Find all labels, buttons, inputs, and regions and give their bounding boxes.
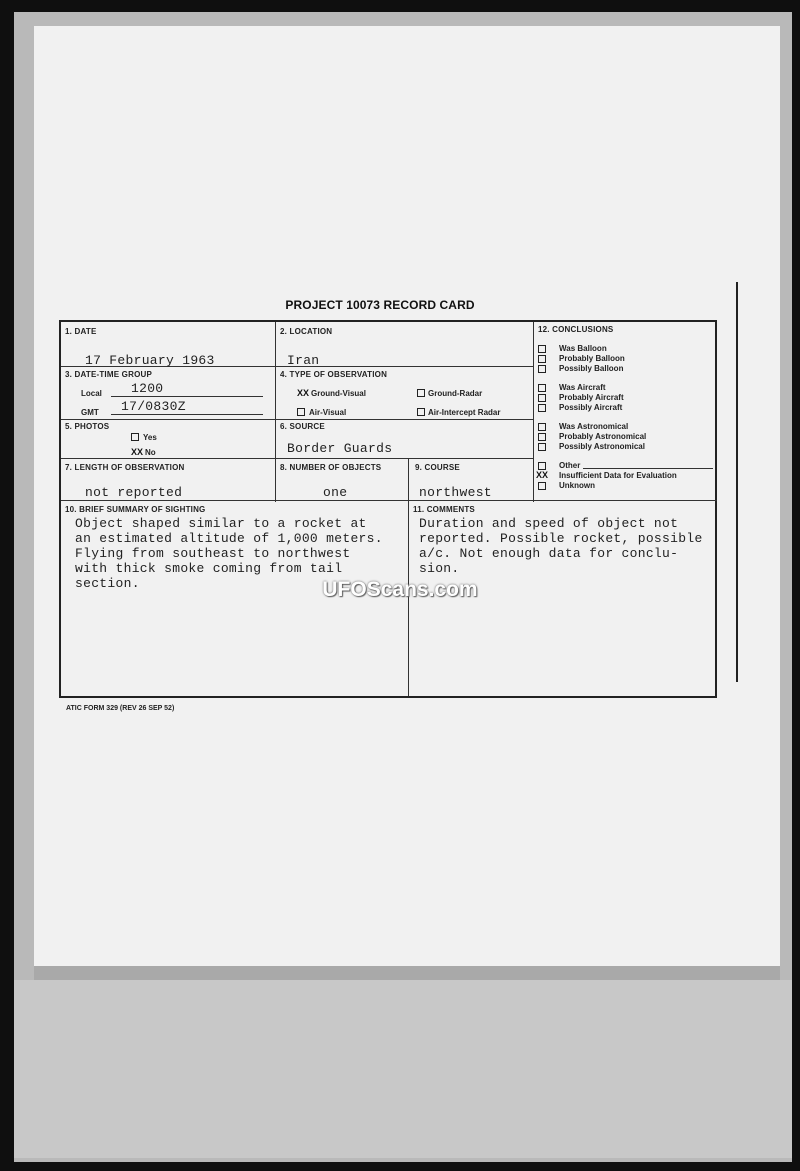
insufficient-data-option: Insufficient Data for Evaluation [559,471,677,480]
unknown-option: Unknown [559,481,595,490]
possibly-aircraft-checkbox[interactable] [538,404,546,412]
watermark: UFOScans.com [322,578,478,601]
comments-line: sion. [419,561,460,576]
page-fold-line [736,282,738,682]
gmt-time-value: 17/0830Z [121,399,186,414]
other-underline [583,468,713,469]
was-astronomical-checkbox[interactable] [538,423,546,431]
possibly-astronomical-checkbox[interactable] [538,443,546,451]
length-of-observation-label: 7. LENGTH OF OBSERVATION [65,463,185,472]
photos-label: 5. PHOTOS [65,422,110,431]
probably-aircraft-checkbox[interactable] [538,394,546,402]
photos-no-check-mark: XX [131,447,144,457]
insufficient-data-check-mark: XX [536,470,549,480]
possibly-aircraft-option: Possibly Aircraft [559,403,623,412]
divider [61,419,533,420]
form-id: ATIC FORM 329 (REV 26 SEP 52) [66,705,175,712]
page-edge [34,966,780,980]
unknown-checkbox[interactable] [538,482,546,490]
gmt-time-underline [111,414,263,415]
comments-line: reported. Possible rocket, possible [419,531,703,546]
lower-scan-area [14,980,792,1158]
probably-astronomical-checkbox[interactable] [538,433,546,441]
probably-balloon-checkbox[interactable] [538,355,546,363]
possibly-astronomical-option: Possibly Astronomical [559,442,645,451]
number-of-objects-value: one [323,485,348,500]
brief-summary-label: 10. BRIEF SUMMARY OF SIGHTING [65,505,206,514]
course-label: 9. COURSE [415,463,460,472]
possibly-balloon-option: Possibly Balloon [559,364,624,373]
brief-summary-line: Flying from southeast to northwest [75,546,351,561]
was-astronomical-option: Was Astronomical [559,422,629,431]
ground-visual-check-mark: XX [297,388,310,398]
was-balloon-checkbox[interactable] [538,345,546,353]
record-card [59,320,717,698]
photos-no-option: No [145,448,156,457]
probably-astronomical-option: Probably Astronomical [559,432,647,441]
air-intercept-radar-checkbox[interactable] [417,408,425,416]
comments-line: Duration and speed of object not [419,516,679,531]
brief-summary-line: an estimated altitude of 1,000 meters. [75,531,383,546]
was-aircraft-checkbox[interactable] [538,384,546,392]
air-visual-option: Air-Visual [309,408,347,417]
location-label: 2. LOCATION [280,327,333,336]
divider [61,500,717,501]
was-aircraft-option: Was Aircraft [559,383,606,392]
divider [61,458,533,459]
ground-visual-option: Ground-Visual [311,389,366,398]
photos-yes-option: Yes [143,433,157,442]
ground-radar-checkbox[interactable] [417,389,425,397]
brief-summary-line: Object shaped similar to a rocket at [75,516,367,531]
date-label: 1. DATE [65,327,97,336]
local-label: Local [81,389,102,398]
comments-label: 11. COMMENTS [413,505,475,514]
local-time-underline [111,396,263,397]
local-time-value: 1200 [131,381,164,396]
source-label: 6. SOURCE [280,422,325,431]
photos-yes-checkbox[interactable] [131,433,139,441]
other-option: Other [559,461,581,470]
number-of-objects-label: 8. NUMBER OF OBJECTS [280,463,382,472]
type-of-observation-label: 4. TYPE OF OBSERVATION [280,370,388,379]
date-time-group-label: 3. DATE-TIME GROUP [65,370,153,379]
divider [275,322,276,502]
was-balloon-option: Was Balloon [559,344,607,353]
divider [408,458,409,696]
conclusions-label: 12. CONCLUSIONS [538,325,614,334]
comments-line: a/c. Not enough data for conclu- [419,546,679,561]
length-of-observation-value: not reported [85,485,183,500]
ground-radar-option: Ground-Radar [428,389,483,398]
date-value: 17 February 1963 [85,353,215,368]
location-value: Iran [287,353,320,368]
other-checkbox[interactable] [538,462,546,470]
brief-summary-line: with thick smoke coming from tail [75,561,343,576]
course-value: northwest [419,485,492,500]
possibly-balloon-checkbox[interactable] [538,365,546,373]
card-title: PROJECT 10073 RECORD CARD [285,298,475,312]
divider [533,322,534,502]
air-intercept-radar-option: Air-Intercept Radar [428,408,501,417]
source-value: Border Guards [287,441,393,456]
probably-balloon-option: Probably Balloon [559,354,625,363]
air-visual-checkbox[interactable] [297,408,305,416]
brief-summary-line: section. [75,576,140,591]
gmt-label: GMT [81,408,99,417]
probably-aircraft-option: Probably Aircraft [559,393,624,402]
